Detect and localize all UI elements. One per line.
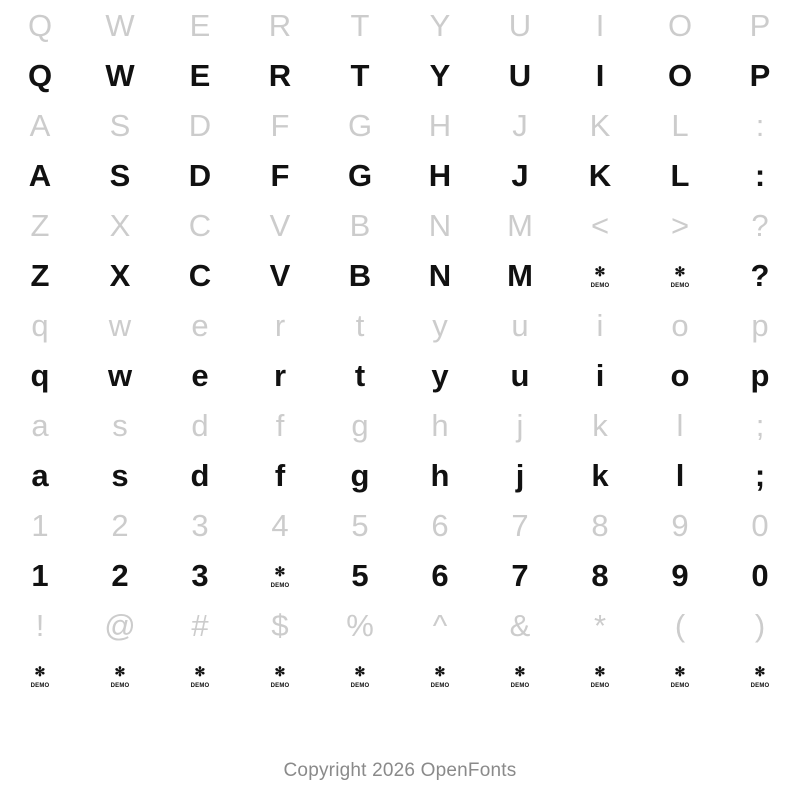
glyph-row (0, 450, 800, 500)
glyph-row (0, 50, 800, 100)
glyph-cell: M (507, 257, 533, 293)
glyph-cell: 0 (751, 557, 769, 593)
demo-stamp-icon: ✻ DEMO (670, 264, 690, 290)
glyph-cell: S (109, 107, 131, 143)
glyph-cell: F (270, 157, 290, 193)
glyph-cell: H (428, 157, 452, 193)
glyph-cell: T (350, 57, 370, 93)
glyph-cell: Q (27, 57, 53, 93)
demo-stamp-icon: ✻ DEMO (670, 664, 690, 690)
glyph-cell: 5 (351, 507, 369, 543)
glyph-cell: h (431, 407, 449, 443)
glyph-row (0, 300, 800, 350)
glyph-cell: ; (755, 407, 765, 443)
glyph-cell: 7 (511, 557, 529, 593)
glyph-cell: g (350, 457, 370, 493)
glyph-cell: 9 (671, 557, 689, 593)
glyph-cell: % (346, 607, 374, 643)
glyph-cell: ? (750, 257, 770, 293)
glyph-row (0, 100, 800, 150)
glyph-cell: q (30, 357, 50, 393)
glyph-cell: V (269, 207, 291, 243)
glyph-row (0, 200, 800, 250)
glyph-cell: X (109, 257, 131, 293)
glyph-cell: P (749, 7, 771, 43)
glyph-cell: 1 (31, 507, 49, 543)
glyph-cell: J (512, 107, 528, 143)
glyph-cell: < (590, 207, 610, 243)
demo-stamp-icon: ✻ DEMO (270, 564, 290, 590)
glyph-cell: h (430, 457, 450, 493)
glyph-cell: S (109, 157, 131, 193)
glyph-cell: K (589, 107, 611, 143)
glyph-cell: y (431, 357, 449, 393)
glyph-cell: J (511, 157, 529, 193)
glyph-cell: r (273, 357, 287, 393)
glyph-cell: @ (104, 607, 136, 643)
glyph-cell: L (670, 157, 690, 193)
glyph-row (0, 600, 800, 650)
glyph-cell: W (105, 7, 135, 43)
glyph-cell: : (754, 157, 766, 193)
glyph-cell: j (516, 407, 524, 443)
glyph-cell: M (507, 207, 533, 243)
glyph-cell: w (108, 307, 132, 343)
glyph-cell: t (355, 307, 365, 343)
glyph-cell: B (348, 257, 372, 293)
glyph-cell: o (671, 307, 689, 343)
glyph-cell: G (347, 157, 373, 193)
glyph-cell: f (274, 457, 286, 493)
glyph-row (0, 250, 800, 300)
glyph-cell: A (29, 107, 51, 143)
glyph-cell: W (105, 57, 135, 93)
glyph-cell: p (751, 307, 769, 343)
glyph-cell: 3 (191, 557, 209, 593)
glyph-cell: A (28, 157, 52, 193)
glyph-row (0, 500, 800, 550)
glyph-cell: g (351, 407, 369, 443)
glyph-cell: ^ (432, 607, 448, 643)
glyph-cell: u (511, 307, 529, 343)
glyph-cell: u (510, 357, 530, 393)
demo-stamp-icon: ✻ DEMO (30, 664, 50, 690)
glyph-cell: p (750, 357, 770, 393)
glyph-cell: f (275, 407, 285, 443)
glyph-cell: P (749, 57, 771, 93)
glyph-cell: D (188, 107, 212, 143)
glyph-cell: 9 (671, 507, 689, 543)
glyph-row (0, 550, 800, 600)
demo-stamp-icon: ✻ DEMO (590, 264, 610, 290)
glyph-cell: G (347, 107, 373, 143)
glyph-cell: s (111, 457, 129, 493)
glyph-cell: 4 (271, 507, 289, 543)
glyph-cell: k (592, 407, 608, 443)
glyph-cell: B (349, 207, 371, 243)
glyph-cell: Y (429, 7, 451, 43)
glyph-cell: V (269, 257, 291, 293)
glyph-cell: 8 (591, 557, 609, 593)
glyph-cell: F (270, 107, 290, 143)
glyph-row (0, 400, 800, 450)
glyph-cell: L (671, 107, 689, 143)
glyph-cell: C (188, 257, 212, 293)
demo-stamp-icon: ✻ DEMO (590, 664, 610, 690)
glyph-cell: K (588, 157, 612, 193)
glyph-cell: y (432, 307, 448, 343)
glyph-cell: Y (429, 57, 451, 93)
glyph-cell: 5 (351, 557, 369, 593)
demo-stamp-icon: ✻ DEMO (350, 664, 370, 690)
glyph-cell: & (509, 607, 531, 643)
glyph-cell: 6 (431, 507, 449, 543)
demo-stamp-icon: ✻ DEMO (190, 664, 210, 690)
glyph-cell: 7 (511, 507, 529, 543)
glyph-cell: w (107, 357, 133, 393)
glyph-cell: r (274, 307, 286, 343)
demo-stamp-icon: ✻ DEMO (110, 664, 130, 690)
glyph-cell: s (112, 407, 128, 443)
glyph-cell: ! (35, 607, 45, 643)
glyph-cell: R (268, 7, 292, 43)
glyph-cell: T (350, 7, 370, 43)
glyph-row (0, 150, 800, 200)
glyph-cell: k (591, 457, 609, 493)
glyph-cell: : (755, 107, 765, 143)
glyph-cell: q (31, 307, 49, 343)
glyph-cell: U (508, 7, 532, 43)
demo-stamp-icon: ✻ DEMO (750, 664, 770, 690)
glyph-cell: C (188, 207, 212, 243)
glyph-cell: 3 (191, 507, 209, 543)
glyph-cell: $ (271, 607, 289, 643)
demo-stamp-icon: ✻ DEMO (270, 664, 290, 690)
glyph-cell: l (675, 457, 685, 493)
demo-stamp-icon: ✻ DEMO (510, 664, 530, 690)
glyph-cell: I (595, 57, 605, 93)
glyph-cell: ? (751, 207, 769, 243)
glyph-cell: t (354, 357, 366, 393)
glyph-cell: j (515, 457, 525, 493)
glyph-cell: ; (754, 457, 766, 493)
glyph-cell: d (190, 457, 210, 493)
glyph-cell: O (667, 57, 693, 93)
glyph-cell: E (189, 7, 211, 43)
glyph-cell: d (191, 407, 209, 443)
glyph-cell: e (191, 357, 209, 393)
glyph-cell: R (268, 57, 292, 93)
demo-stamp-icon: ✻ DEMO (430, 664, 450, 690)
glyph-cell: U (508, 57, 532, 93)
copyright-text: Copyright 2026 OpenFonts (283, 760, 517, 781)
glyph-cell: O (667, 7, 693, 43)
glyph-cell: 1 (31, 557, 49, 593)
glyph-cell: N (428, 207, 452, 243)
glyph-cell: * (593, 607, 607, 643)
glyph-cell: 2 (111, 557, 129, 593)
glyph-cell: Z (30, 207, 50, 243)
glyph-cell: ( (674, 607, 686, 643)
footer (0, 760, 800, 782)
glyph-cell: D (188, 157, 212, 193)
glyph-cell: E (189, 57, 211, 93)
glyph-row (0, 0, 800, 50)
glyph-cell: N (428, 257, 452, 293)
glyph-cell: o (670, 357, 690, 393)
glyph-cell: Z (30, 257, 50, 293)
glyph-cell: a (31, 457, 49, 493)
glyph-cell: X (109, 207, 131, 243)
glyph-cell: e (191, 307, 209, 343)
glyph-cell: 0 (751, 507, 769, 543)
glyph-cell: I (595, 7, 605, 43)
glyph-cell: H (428, 107, 452, 143)
glyph-cell: 2 (111, 507, 129, 543)
glyph-cell: i (595, 357, 605, 393)
glyph-cell: Q (27, 7, 53, 43)
glyph-cell: > (670, 207, 690, 243)
glyph-row (0, 650, 800, 700)
glyph-cell: i (596, 307, 604, 343)
glyph-row (0, 350, 800, 400)
glyph-cell: 8 (591, 507, 609, 543)
glyph-cell: # (191, 607, 209, 643)
glyph-cell: a (31, 407, 49, 443)
glyph-cell: 6 (431, 557, 449, 593)
glyph-cell: ) (754, 607, 766, 643)
glyph-cell: l (676, 407, 684, 443)
